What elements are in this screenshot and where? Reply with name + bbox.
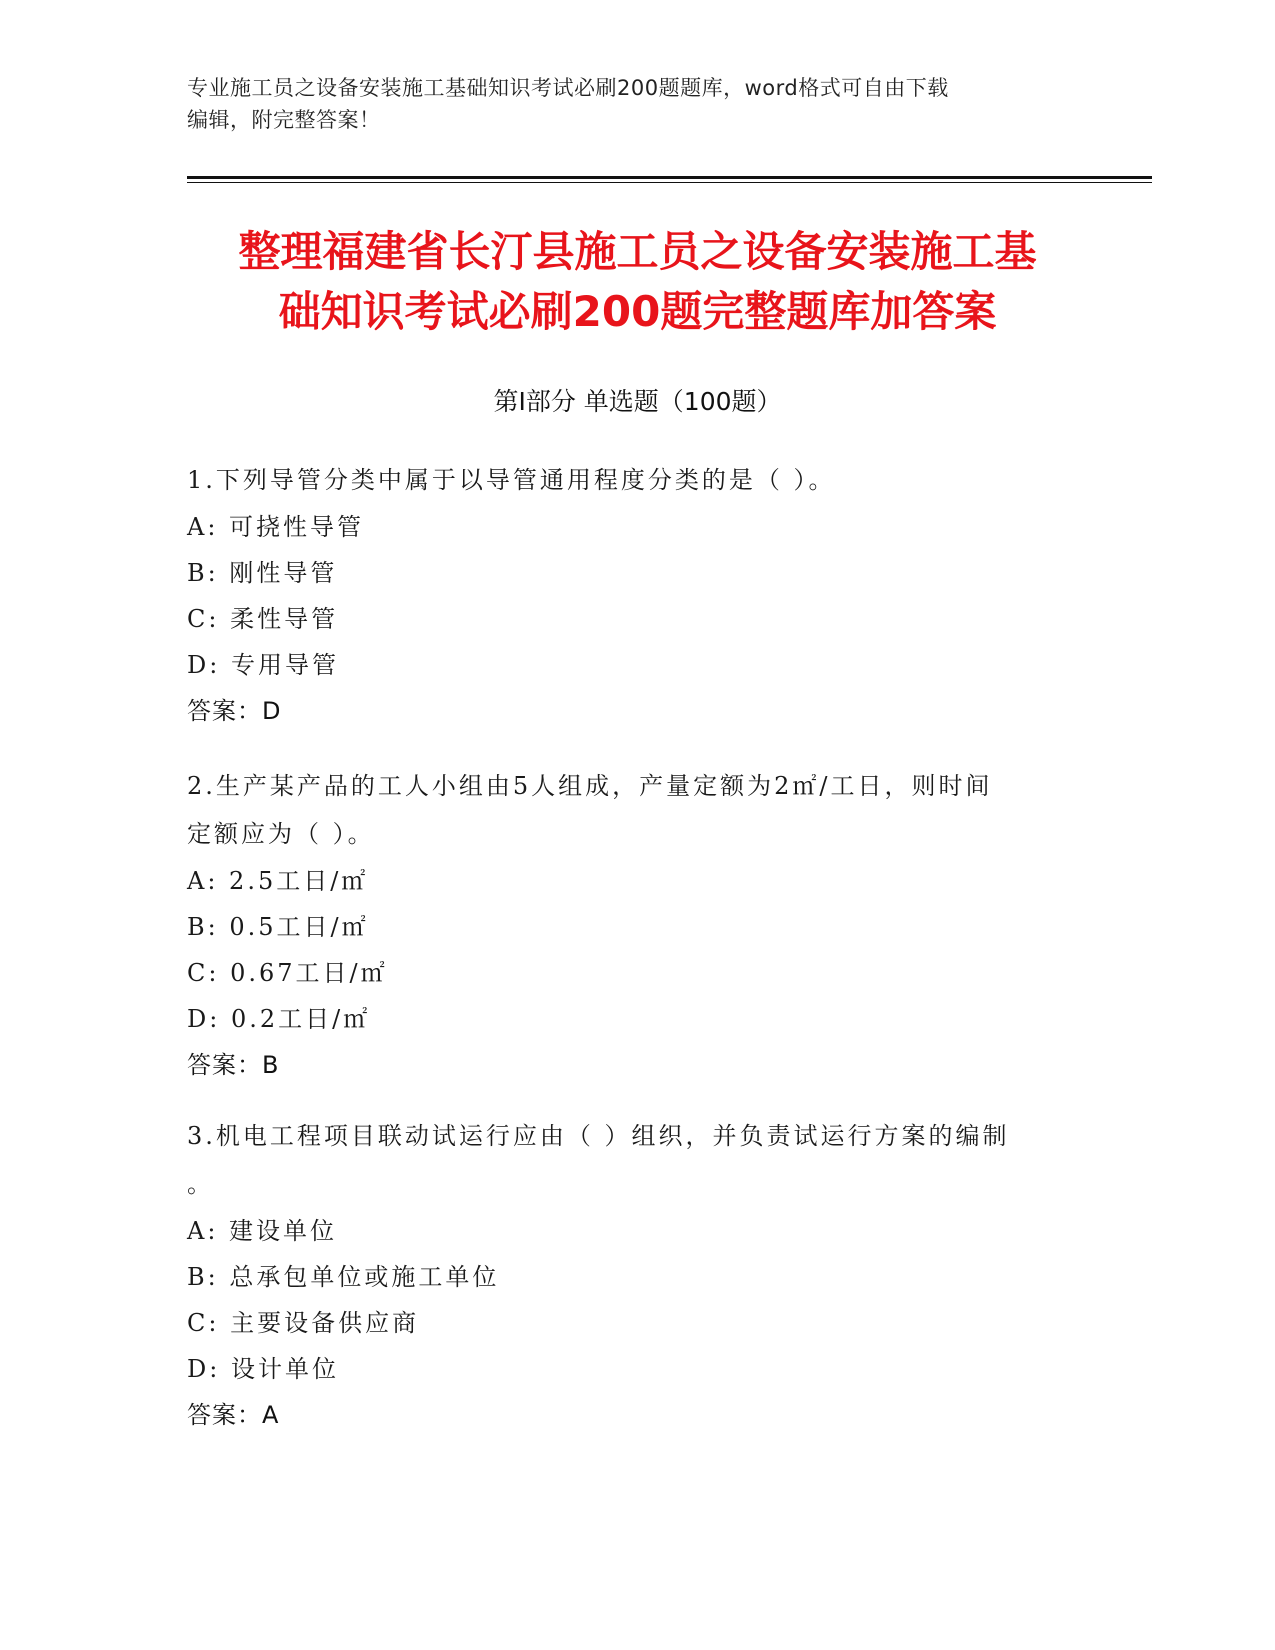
- option-c: C: 0.67工日/㎡: [187, 959, 388, 987]
- question-stem-line: 3.机电工程项目联动试运行应由（ ）组织，并负责试运行方案的编制: [187, 1122, 1010, 1150]
- title-line-2: 础知识考试必刷200题完整题库加答案: [278, 287, 997, 336]
- option-b: B: 总承包单位或施工单位: [187, 1263, 500, 1291]
- header-note-line-2: 编辑，附完整答案！: [187, 108, 381, 132]
- option-d: D: 专用导管: [187, 651, 339, 679]
- option-b: B: 0.5工日/㎡: [187, 913, 369, 941]
- option-a: A: 可挠性导管: [187, 513, 365, 541]
- section-heading: 第Ⅰ部分 单选题（100题）: [493, 387, 782, 416]
- option-a: A: 2.5工日/㎡: [187, 867, 369, 895]
- header-note-line-1: 专业施工员之设备安装施工基础知识考试必刷200题题库，word格式可自由下载: [187, 76, 949, 100]
- document-header-note: [187, 72, 1067, 136]
- title-line-1: 整理福建省长汀县施工员之设备安装施工基: [238, 227, 1037, 276]
- question-stem: [187, 762, 1087, 858]
- option-c: C: 柔性导管: [187, 605, 339, 633]
- question-stem: [187, 456, 1087, 504]
- question-stem-line: 2.生产某产品的工人小组由5人组成，产量定额为2㎡/工日，则时间: [187, 772, 993, 800]
- answer-text: 答案：A: [187, 1401, 280, 1429]
- question-stem-line: 1.下列导管分类中属于以导管通用程度分类的是（ ）。: [187, 466, 836, 494]
- question-stem-line: 定额应为（ ）。: [187, 820, 375, 848]
- header-rule-thin: [187, 182, 1152, 183]
- question-3: [187, 1112, 1087, 1438]
- question-stem-line: 。: [187, 1170, 214, 1198]
- answer-text: 答案：D: [187, 697, 282, 725]
- option-d: D: 设计单位: [187, 1355, 339, 1383]
- option-b: B: 刚性导管: [187, 559, 338, 587]
- option-c: C: 主要设备供应商: [187, 1309, 420, 1337]
- option-d: D: 0.2工日/㎡: [187, 1005, 371, 1033]
- question-2: [187, 762, 1087, 1088]
- question-stem: [187, 1112, 1087, 1208]
- header-rule-thick: [187, 176, 1152, 179]
- document-title: [150, 222, 1125, 342]
- answer-text: 答案：B: [187, 1051, 280, 1079]
- question-1: [187, 456, 1087, 734]
- option-a: A: 建设单位: [187, 1217, 338, 1245]
